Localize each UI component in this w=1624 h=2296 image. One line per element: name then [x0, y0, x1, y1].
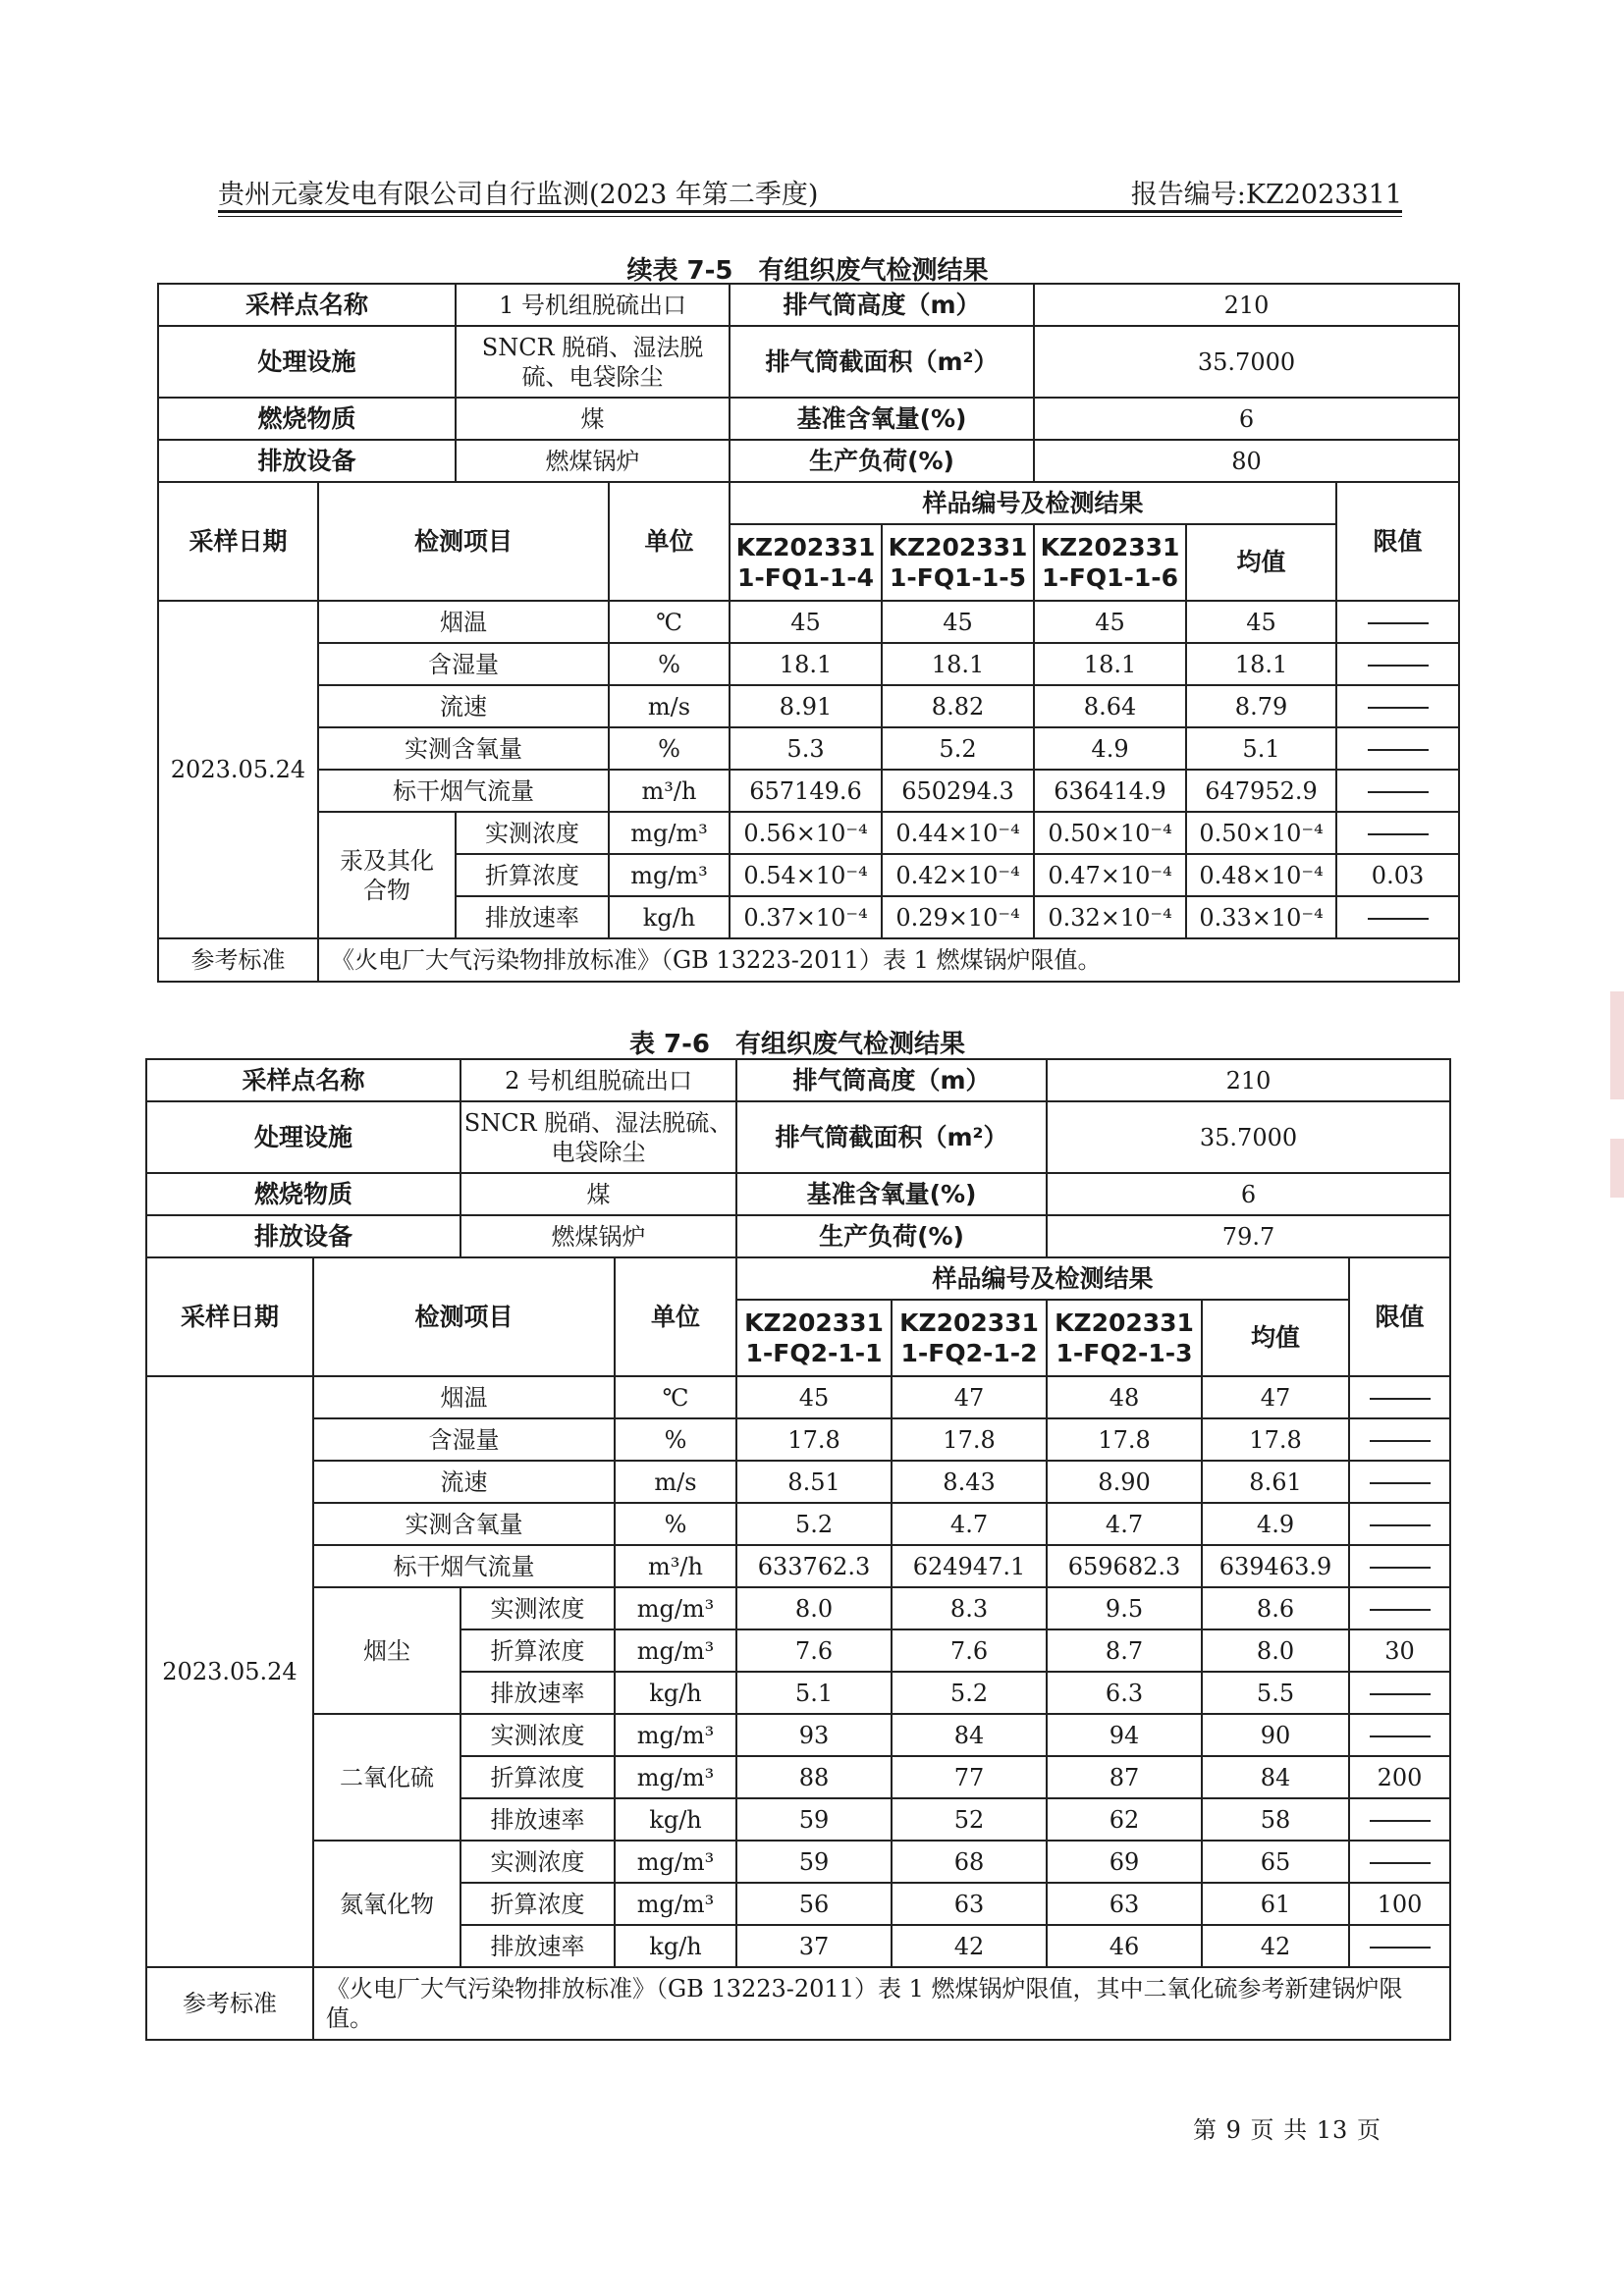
reference-text: 《火电厂大气污染物排放标准》（GB 13223-2011）表 1 燃煤锅炉限值。	[318, 938, 1459, 982]
value-sample-3: 8.90	[1047, 1461, 1202, 1503]
value-sample-1: 59	[736, 1798, 892, 1841]
sub-item-name: 折算浓度	[460, 1883, 615, 1925]
value-sample-2: 624947.1	[892, 1545, 1047, 1587]
item-name: 烟温	[318, 601, 609, 643]
value-mean: 47	[1202, 1376, 1349, 1418]
value-sample-1: 56	[736, 1883, 892, 1925]
value-limit	[1349, 1714, 1450, 1756]
sample-id-line2: 1-FQ1-1-5	[889, 563, 1027, 592]
seal-stamp-edge	[1610, 1139, 1624, 1198]
sample-id-line2: 1-FQ1-1-6	[1041, 563, 1179, 592]
unit: kg/h	[615, 1798, 736, 1841]
value-load: 79.7	[1047, 1215, 1450, 1257]
no-limit-dash	[1370, 1440, 1431, 1442]
value-stack-area: 35.7000	[1034, 326, 1459, 398]
value-sample-1: 5.3	[730, 727, 882, 770]
no-limit-dash	[1368, 622, 1429, 624]
item-name: 实测含氧量	[313, 1503, 615, 1545]
col-header-sample-2	[882, 524, 1034, 601]
unit: m/s	[615, 1461, 736, 1503]
unit: mg/m³	[615, 1587, 736, 1629]
value-sample-3: 46	[1047, 1925, 1202, 1967]
value-sample-3: 17.8	[1047, 1418, 1202, 1461]
value-mean: 639463.9	[1202, 1545, 1349, 1587]
col-header-sample-3	[1034, 524, 1186, 601]
value-sample-3: 94	[1047, 1714, 1202, 1756]
value-sample-2: 4.7	[892, 1503, 1047, 1545]
value-sample-2: 8.43	[892, 1461, 1047, 1503]
label-equipment: 排放设备	[158, 440, 456, 482]
value-limit	[1336, 643, 1459, 685]
sub-item-name: 折算浓度	[456, 854, 609, 896]
value-limit: 0.03	[1336, 854, 1459, 896]
value-sample-1: 8.0	[736, 1587, 892, 1629]
label-fuel: 燃烧物质	[146, 1173, 460, 1215]
sub-item-name: 排放速率	[460, 1925, 615, 1967]
no-limit-dash	[1368, 749, 1429, 751]
pollutant-name: 氮氧化物	[313, 1841, 460, 1967]
value-sample-3: 48	[1047, 1376, 1202, 1418]
unit: kg/h	[615, 1672, 736, 1714]
sub-item-name: 实测浓度	[460, 1841, 615, 1883]
table-7-5	[157, 283, 1460, 983]
value-mean: 5.5	[1202, 1672, 1349, 1714]
value-sample-1: 8.91	[730, 685, 882, 727]
col-header-limit: 限值	[1336, 482, 1459, 601]
label-load: 生产负荷(%)	[730, 440, 1034, 482]
item-name: 流速	[313, 1461, 615, 1503]
label-stack-area: 排气筒截面积（m²）	[730, 326, 1034, 398]
value-mean: 84	[1202, 1756, 1349, 1798]
value-limit	[1349, 1376, 1450, 1418]
pollutant-name: 烟尘	[313, 1587, 460, 1714]
no-limit-dash	[1370, 1482, 1431, 1484]
value-sample-3: 69	[1047, 1841, 1202, 1883]
value-sample-1: 45	[736, 1376, 892, 1418]
no-limit-dash	[1370, 1398, 1431, 1400]
value-sample-3: 87	[1047, 1756, 1202, 1798]
unit: kg/h	[615, 1925, 736, 1967]
value-sample-1: 45	[730, 601, 882, 643]
unit: mg/m³	[615, 1756, 736, 1798]
sample-id-line2: 1-FQ2-1-1	[745, 1339, 883, 1367]
value-stack-area: 35.7000	[1047, 1101, 1450, 1173]
col-header-mean: 均值	[1186, 524, 1336, 601]
sub-item-name: 实测浓度	[460, 1714, 615, 1756]
pollutant-name: 二氧化硫	[313, 1714, 460, 1841]
value-sample-1: 18.1	[730, 643, 882, 685]
value-limit	[1336, 727, 1459, 770]
no-limit-dash	[1370, 1735, 1431, 1737]
unit: m³/h	[609, 770, 730, 812]
unit: %	[615, 1418, 736, 1461]
unit: kg/h	[609, 896, 730, 938]
value-limit	[1349, 1841, 1450, 1883]
item-name: 标干烟气流量	[318, 770, 609, 812]
sub-item-name: 排放速率	[456, 896, 609, 938]
value-sample-2: 0.42×10⁻⁴	[882, 854, 1034, 896]
no-limit-dash	[1370, 1820, 1431, 1822]
value-sample-3: 8.7	[1047, 1629, 1202, 1672]
unit: mg/m³	[615, 1714, 736, 1756]
value-fuel: 煤	[456, 398, 730, 440]
no-limit-dash	[1370, 1862, 1431, 1864]
value-mean: 18.1	[1186, 643, 1336, 685]
value-mean: 58	[1202, 1798, 1349, 1841]
label-treatment: 处理设施	[146, 1101, 460, 1173]
value-limit	[1336, 685, 1459, 727]
label-ref-oxygen: 基准含氧量(%)	[730, 398, 1034, 440]
value-sample-1: 633762.3	[736, 1545, 892, 1587]
sampling-date: 2023.05.24	[158, 601, 318, 938]
sample-id-line1: KZ202331	[744, 1308, 884, 1337]
value-sample-1: 59	[736, 1841, 892, 1883]
no-limit-dash	[1368, 707, 1429, 709]
value-sample-2: 18.1	[882, 643, 1034, 685]
value-sample-3: 4.9	[1034, 727, 1186, 770]
table-row	[146, 1545, 1450, 1587]
col-header-unit: 单位	[615, 1257, 736, 1376]
value-limit	[1349, 1925, 1450, 1967]
col-header-limit: 限值	[1349, 1257, 1450, 1376]
seal-stamp-edge	[1610, 991, 1624, 1099]
value-limit	[1349, 1672, 1450, 1714]
label-sampling-point: 采样点名称	[158, 284, 456, 326]
sample-id-line2: 1-FQ1-1-4	[736, 563, 875, 592]
item-name: 流速	[318, 685, 609, 727]
table-row	[146, 1841, 1450, 1883]
label-sampling-point: 采样点名称	[146, 1059, 460, 1101]
unit: %	[609, 727, 730, 770]
sample-id-line1: KZ202331	[735, 532, 876, 561]
value-sample-2: 63	[892, 1883, 1047, 1925]
value-sample-2: 8.3	[892, 1587, 1047, 1629]
reference-label: 参考标准	[158, 938, 318, 982]
value-sample-2: 77	[892, 1756, 1047, 1798]
col-header-date: 采样日期	[146, 1257, 313, 1376]
value-mean: 4.9	[1202, 1503, 1349, 1545]
table-row	[158, 685, 1459, 727]
sub-item-name: 排放速率	[460, 1798, 615, 1841]
sample-id-line2: 1-FQ2-1-2	[900, 1339, 1038, 1367]
value-mean: 8.79	[1186, 685, 1336, 727]
value-ref-oxygen: 6	[1034, 398, 1459, 440]
value-limit	[1336, 770, 1459, 812]
value-equipment: 燃煤锅炉	[456, 440, 730, 482]
value-mean: 8.6	[1202, 1587, 1349, 1629]
sample-id-line1: KZ202331	[1040, 532, 1180, 561]
col-header-unit: 单位	[609, 482, 730, 601]
value-limit: 200	[1349, 1756, 1450, 1798]
sample-id-line2: 1-FQ2-1-3	[1056, 1339, 1193, 1367]
value-limit	[1349, 1461, 1450, 1503]
value-sample-3: 9.5	[1047, 1587, 1202, 1629]
value-limit	[1349, 1545, 1450, 1587]
header-report-number: 报告编号:KZ2023311	[1130, 180, 1402, 210]
value-limit: 100	[1349, 1883, 1450, 1925]
label-equipment: 排放设备	[146, 1215, 460, 1257]
no-limit-dash	[1370, 1693, 1431, 1695]
value-load: 80	[1034, 440, 1459, 482]
value-mean: 647952.9	[1186, 770, 1336, 812]
item-name: 含湿量	[313, 1418, 615, 1461]
value-mean: 0.48×10⁻⁴	[1186, 854, 1336, 896]
unit: mg/m³	[615, 1883, 736, 1925]
value-sample-1: 37	[736, 1925, 892, 1967]
value-equipment: 燃煤锅炉	[460, 1215, 736, 1257]
value-limit	[1336, 896, 1459, 938]
table-row	[146, 1587, 1450, 1629]
value-sample-2: 7.6	[892, 1629, 1047, 1672]
value-sample-3: 63	[1047, 1883, 1202, 1925]
table-row	[146, 1376, 1450, 1418]
col-header-sample-2	[892, 1300, 1047, 1376]
value-sample-2: 45	[882, 601, 1034, 643]
header-rule-thick	[218, 210, 1402, 213]
value-limit	[1349, 1418, 1450, 1461]
item-name: 标干烟气流量	[313, 1545, 615, 1587]
value-mean: 42	[1202, 1925, 1349, 1967]
value-sample-2: 5.2	[892, 1672, 1047, 1714]
value-limit	[1349, 1587, 1450, 1629]
col-header-sample-1	[730, 524, 882, 601]
item-name: 烟温	[313, 1376, 615, 1418]
table-row	[158, 812, 1459, 854]
value-limit: 30	[1349, 1629, 1450, 1672]
table-7-6-caption: 表 7-6 有组织废气检测结果	[628, 1030, 966, 1059]
sub-item-name: 折算浓度	[460, 1629, 615, 1672]
no-limit-dash	[1370, 1947, 1431, 1949]
value-sample-2: 68	[892, 1841, 1047, 1883]
value-sample-2: 42	[892, 1925, 1047, 1967]
sampling-date: 2023.05.24	[146, 1376, 313, 1967]
no-limit-dash	[1370, 1609, 1431, 1611]
unit: m³/h	[615, 1545, 736, 1587]
sub-item-name: 实测浓度	[456, 812, 609, 854]
value-sample-3: 0.47×10⁻⁴	[1034, 854, 1186, 896]
value-sample-3: 0.50×10⁻⁴	[1034, 812, 1186, 854]
unit: mg/m³	[609, 812, 730, 854]
sample-id-line1: KZ202331	[888, 532, 1028, 561]
item-name: 实测含氧量	[318, 727, 609, 770]
sample-id-line1: KZ202331	[1055, 1308, 1194, 1337]
value-mean: 5.1	[1186, 727, 1336, 770]
value-mean: 90	[1202, 1714, 1349, 1756]
unit: ℃	[615, 1376, 736, 1418]
col-header-sample-group: 样品编号及检测结果	[730, 482, 1336, 524]
unit: mg/m³	[609, 854, 730, 896]
value-sample-2: 8.82	[882, 685, 1034, 727]
value-mean: 65	[1202, 1841, 1349, 1883]
value-stack-height: 210	[1047, 1059, 1450, 1101]
col-header-mean: 均值	[1202, 1300, 1349, 1376]
label-stack-height: 排气筒高度（m）	[730, 284, 1034, 326]
label-load: 生产负荷(%)	[736, 1215, 1047, 1257]
value-sample-2: 5.2	[882, 727, 1034, 770]
table-row	[146, 1503, 1450, 1545]
item-name: 含湿量	[318, 643, 609, 685]
col-header-item: 检测项目	[313, 1257, 615, 1376]
value-sample-1: 88	[736, 1756, 892, 1798]
page-header	[218, 173, 1402, 212]
label-stack-height: 排气筒高度（m）	[736, 1059, 1047, 1101]
value-sample-1: 0.37×10⁻⁴	[730, 896, 882, 938]
table-row	[158, 727, 1459, 770]
value-sample-1: 5.2	[736, 1503, 892, 1545]
value-mean: 0.50×10⁻⁴	[1186, 812, 1336, 854]
value-limit	[1349, 1503, 1450, 1545]
value-sample-3: 659682.3	[1047, 1545, 1202, 1587]
value-sample-2: 84	[892, 1714, 1047, 1756]
value-sample-1: 93	[736, 1714, 892, 1756]
sub-item-name: 实测浓度	[460, 1587, 615, 1629]
value-sample-3: 18.1	[1034, 643, 1186, 685]
unit: m/s	[609, 685, 730, 727]
sub-item-name: 折算浓度	[460, 1756, 615, 1798]
label-stack-area: 排气筒截面积（m²）	[736, 1101, 1047, 1173]
no-limit-dash	[1368, 791, 1429, 793]
table-row	[146, 1418, 1450, 1461]
col-header-sample-group: 样品编号及检测结果	[736, 1257, 1349, 1300]
no-limit-dash	[1368, 918, 1429, 920]
value-sample-1: 17.8	[736, 1418, 892, 1461]
value-sample-3: 6.3	[1047, 1672, 1202, 1714]
unit: mg/m³	[615, 1841, 736, 1883]
value-limit	[1336, 812, 1459, 854]
value-sample-2: 0.44×10⁻⁴	[882, 812, 1034, 854]
value-mean: 8.61	[1202, 1461, 1349, 1503]
value-limit	[1336, 601, 1459, 643]
col-header-sample-1	[736, 1300, 892, 1376]
sub-item-name: 排放速率	[460, 1672, 615, 1714]
header-rule-thin	[218, 216, 1402, 217]
value-sample-1: 657149.6	[730, 770, 882, 812]
value-sample-1: 7.6	[736, 1629, 892, 1672]
table-row	[146, 1714, 1450, 1756]
unit: ℃	[609, 601, 730, 643]
no-limit-dash	[1370, 1524, 1431, 1526]
value-sample-1: 5.1	[736, 1672, 892, 1714]
value-sample-1: 8.51	[736, 1461, 892, 1503]
col-header-date: 采样日期	[158, 482, 318, 601]
value-limit	[1349, 1798, 1450, 1841]
table-row	[146, 1461, 1450, 1503]
value-stack-height: 210	[1034, 284, 1459, 326]
pollutant-name: 汞及其化合物	[318, 812, 456, 938]
value-sample-3: 62	[1047, 1798, 1202, 1841]
unit: mg/m³	[615, 1629, 736, 1672]
no-limit-dash	[1368, 833, 1429, 835]
value-sample-2: 17.8	[892, 1418, 1047, 1461]
table-row	[158, 770, 1459, 812]
value-mean: 45	[1186, 601, 1336, 643]
value-treatment: SNCR 脱硝、湿法脱硫、电袋除尘	[456, 326, 730, 398]
table-row	[158, 643, 1459, 685]
value-sampling-point: 1 号机组脱硫出口	[456, 284, 730, 326]
value-mean: 8.0	[1202, 1629, 1349, 1672]
table-7-6	[145, 1058, 1451, 2041]
label-ref-oxygen: 基准含氧量(%)	[736, 1173, 1047, 1215]
value-mean: 61	[1202, 1883, 1349, 1925]
value-fuel: 煤	[460, 1173, 736, 1215]
reference-label: 参考标准	[146, 1967, 313, 2040]
unit: %	[609, 643, 730, 685]
value-mean: 17.8	[1202, 1418, 1349, 1461]
value-sample-2: 52	[892, 1798, 1047, 1841]
value-mean: 0.33×10⁻⁴	[1186, 896, 1336, 938]
col-header-sample-3	[1047, 1300, 1202, 1376]
value-sample-1: 0.54×10⁻⁴	[730, 854, 882, 896]
table-row	[158, 601, 1459, 643]
reference-text: 《火电厂大气污染物排放标准》（GB 13223-2011）表 1 燃煤锅炉限值，其中二氧化硫参考新建锅炉限值。	[313, 1967, 1450, 2040]
value-sample-2: 0.29×10⁻⁴	[882, 896, 1034, 938]
value-sample-2: 650294.3	[882, 770, 1034, 812]
no-limit-dash	[1370, 1567, 1431, 1569]
value-sample-3: 45	[1034, 601, 1186, 643]
value-treatment: SNCR 脱硝、湿法脱硫、电袋除尘	[460, 1101, 736, 1173]
value-sample-2: 47	[892, 1376, 1047, 1418]
value-sample-3: 8.64	[1034, 685, 1186, 727]
table-7-5-caption: 续表 7-5 有组织废气检测结果	[626, 256, 989, 286]
value-sampling-point: 2 号机组脱硫出口	[460, 1059, 736, 1101]
value-sample-1: 0.56×10⁻⁴	[730, 812, 882, 854]
unit: %	[615, 1503, 736, 1545]
value-ref-oxygen: 6	[1047, 1173, 1450, 1215]
label-fuel: 燃烧物质	[158, 398, 456, 440]
header-company-title: 贵州元豪发电有限公司自行监测(2023 年第二季度)	[218, 180, 819, 210]
no-limit-dash	[1368, 665, 1429, 667]
value-sample-3: 0.32×10⁻⁴	[1034, 896, 1186, 938]
label-treatment: 处理设施	[158, 326, 456, 398]
sample-id-line1: KZ202331	[899, 1308, 1039, 1337]
page-number: 第 9 页 共 13 页	[1193, 2116, 1381, 2144]
col-header-item: 检测项目	[318, 482, 609, 601]
value-sample-3: 636414.9	[1034, 770, 1186, 812]
value-sample-3: 4.7	[1047, 1503, 1202, 1545]
